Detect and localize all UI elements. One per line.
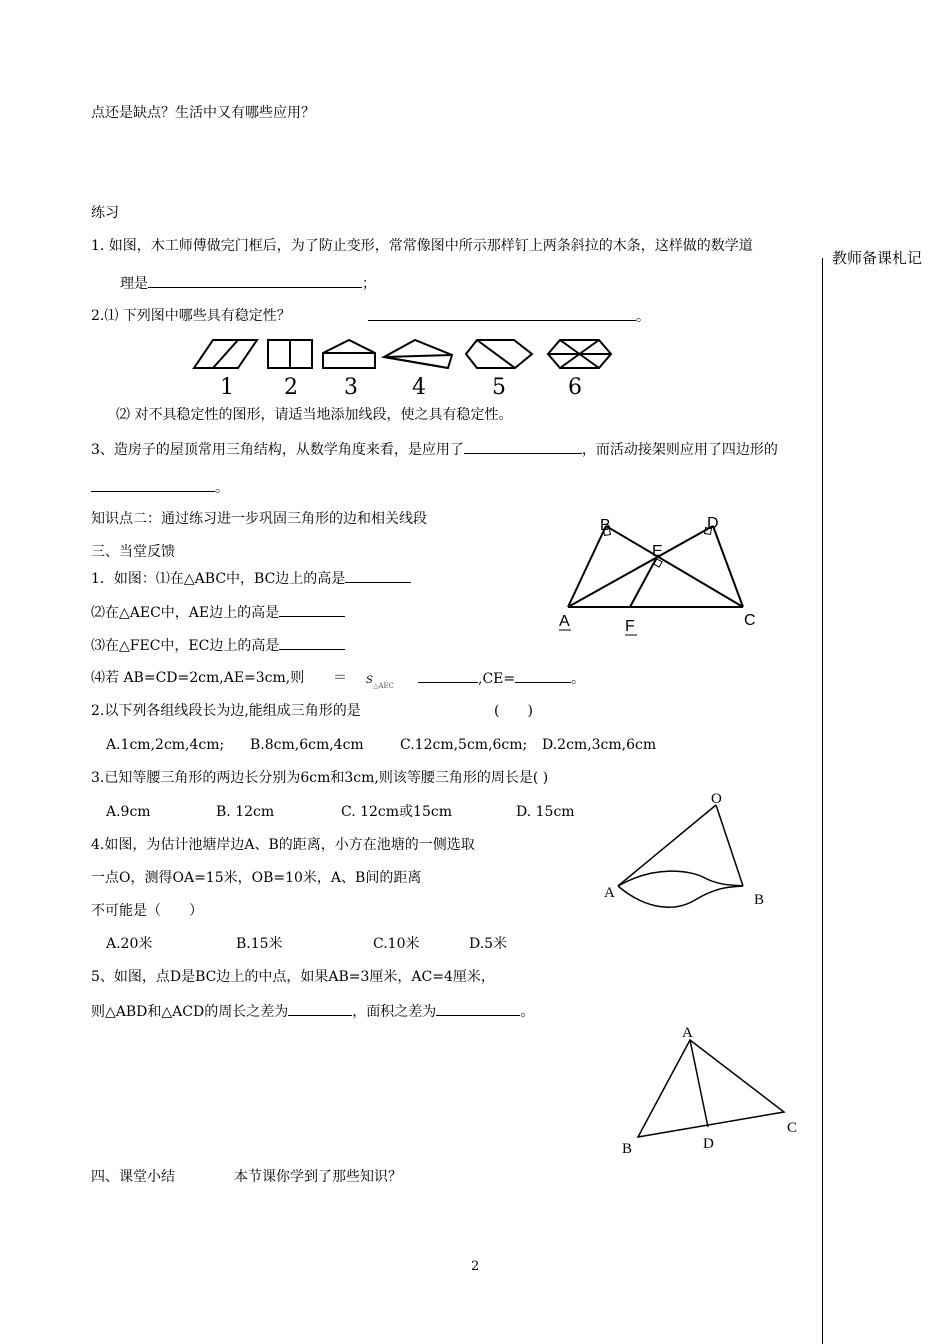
sidebar-divider (822, 258, 823, 1344)
shape-label-2: 2 (284, 375, 298, 400)
q2-option-d: D.2cm,3cm,6cm (542, 737, 657, 753)
shape-label-1: 1 (220, 375, 234, 400)
fig1-label-d: D (707, 515, 719, 532)
shape-label-4: 4 (412, 375, 426, 400)
figure-triangles-abcdef (550, 512, 770, 642)
fig1-label-c: C (744, 612, 756, 629)
answer-blank[interactable] (345, 569, 411, 583)
q2-option-a: A.1cm,2cm,4cm; (106, 737, 225, 753)
feedback-q2-paren: ( ) (494, 703, 533, 719)
shape-5 (466, 340, 532, 368)
figure-median (610, 1020, 810, 1160)
fig2-label-o: O (711, 791, 722, 807)
summary-heading: 四、课堂小结 (91, 1169, 175, 1185)
practice-q2-suffix: 。 (636, 309, 650, 325)
practice-q1-line1: 1. 如图，木工师傅做完门框后，为了防止变形，常常像图中所示那样钉上两条斜拉的木条，这样做的数学道 (91, 238, 753, 254)
answer-blank[interactable] (515, 669, 571, 683)
feedback-q5-line1: 5、如图，点D是BC边上的中点，如果AB=3厘米，AC=4厘米， (91, 969, 495, 985)
summary-question: 本节课你学到了那些知识？ (234, 1169, 402, 1185)
fig1-label-e: E (652, 543, 663, 560)
feedback-q4-line1: 4.如图，为估计池塘岸边A、B的距离，小方在池塘的一侧选取 (91, 837, 475, 853)
feedback-q1-3-text: ⑶在△FEC中，EC边上的高是 (91, 638, 280, 654)
fig3-label-a: A (682, 1025, 693, 1041)
practice-q1-line2 (120, 274, 376, 293)
shape-label-6: 6 (568, 375, 582, 400)
practice-heading: 练习 (91, 205, 119, 221)
feedback-q4-line3: 不可能是（ ） (91, 903, 203, 919)
fig1-label-f: F (625, 618, 635, 635)
feedback-q5-mid: ，面积之差为 (352, 1004, 437, 1020)
fig1-label-b: B (600, 517, 611, 534)
figure-pond (595, 790, 775, 920)
shape-label-3: 3 (344, 375, 358, 400)
answer-blank[interactable] (418, 669, 478, 683)
practice-q3 (91, 440, 778, 459)
q4-option-c: C.10米 (373, 936, 420, 952)
feedback-q1-3 (91, 636, 345, 655)
feedback-q1-1 (91, 569, 411, 588)
answer-blank[interactable] (368, 307, 636, 321)
feedback-q4-line2: 一点O，测得OA=15米，OB=10米，A、B间的距离 (91, 870, 422, 886)
answer-blank[interactable] (436, 1002, 520, 1016)
practice-q1-prefix: 理是 (120, 276, 148, 292)
practice-q3-line2 (91, 478, 229, 497)
practice-q2-text: 2.⑴ 下列图中哪些具有稳定性？ (91, 308, 291, 324)
answer-blank[interactable] (279, 603, 345, 617)
feedback-q1-4 (91, 669, 304, 687)
feedback-q1-2-text: ⑵在△AEC中，AE边上的高是 (91, 605, 280, 621)
q3-option-d: D. 15cm (516, 804, 575, 820)
fig2-label-b: B (754, 892, 765, 908)
q3-option-a: A.9cm (106, 804, 151, 820)
feedback-q1-4-end: 。 (571, 671, 586, 687)
practice-q3-end: 。 (215, 480, 229, 496)
knowledge-point-2: 知识点二：通过练习进一步巩固三角形的边和相关线段 (91, 511, 427, 527)
q2-option-b: B.8cm,6cm,4cm (250, 737, 364, 753)
fig3-label-c: C (787, 1120, 798, 1136)
page-number: 2 (471, 1259, 480, 1274)
practice-q2-part1 (91, 307, 291, 325)
area-subscript: △AEC (373, 682, 394, 690)
q4-option-b: B.15米 (236, 936, 283, 952)
pond-lower-edge (618, 886, 743, 907)
stability-shapes (0, 335, 950, 395)
sidebar-label: 教师备课札记 (832, 249, 923, 267)
fig2-label-a: A (604, 885, 615, 901)
answer-blank[interactable] (464, 440, 582, 454)
practice-q2-part2: ⑵ 对不具稳定性的图形，请适当地添加线段，使之具有稳定性。 (116, 407, 513, 423)
feedback-q5-end: 。 (520, 1004, 535, 1020)
feedback-q1-4-text: ⑷若 AB=CD=2cm,AE=3cm,则 (91, 670, 305, 686)
feedback-q2: 2.以下列各组线段长为边,能组成三角形的是 (91, 703, 361, 719)
fig1-label-a: A (559, 613, 570, 630)
q2-option-c: C.12cm,5cm,6cm; (400, 737, 528, 753)
fig3-label-b: B (622, 1141, 633, 1157)
practice-q1-suffix: ； (362, 276, 376, 292)
practice-q2-answer (368, 307, 650, 326)
feedback-q5-line2 (91, 1002, 534, 1021)
feedback-q3: 3.已知等腰三角形的两边长分别为6cm和3cm,则该等腰三角形的周长是( ) (91, 770, 549, 786)
shape-1-diagonal (213, 340, 238, 368)
practice-q3-middle: ，而活动接架则应用了四边形的 (581, 442, 778, 458)
q3-option-b: B. 12cm (216, 804, 275, 820)
answer-blank[interactable] (91, 478, 215, 492)
feedback-q1-4-tail (418, 669, 585, 688)
feedback-q1-4-ce: ,CE= (478, 671, 516, 687)
feedback-heading: 三、当堂反馈 (91, 544, 175, 560)
q3-option-c: C. 12cm或15cm (341, 804, 452, 820)
q4-option-a: A.20米 (106, 936, 153, 952)
shape-label-5: 5 (492, 375, 506, 400)
feedback-q1-1-text: 1．如图：⑴在△ABC中，BC边上的高是 (91, 571, 346, 587)
area-symbol: S (366, 675, 373, 686)
pond-upper-edge (618, 871, 743, 886)
feedback-q1-2 (91, 603, 345, 622)
feedback-q5-prefix: 则△ABD和△ACD的周长之差为 (91, 1004, 289, 1020)
fig3-label-d: D (703, 1136, 714, 1152)
q4-option-d: D.5米 (469, 936, 508, 952)
answer-blank[interactable] (288, 1002, 352, 1016)
intro-question: 点还是缺点？生活中又有哪些应用？ (91, 105, 315, 121)
answer-blank[interactable] (148, 274, 362, 288)
practice-q3-prefix: 3、造房子的屋顶常用三角结构，从数学角度来看，是应用了 (91, 442, 464, 458)
answer-blank[interactable] (279, 636, 345, 650)
feedback-q1-4-eq: ＝ (333, 670, 347, 686)
